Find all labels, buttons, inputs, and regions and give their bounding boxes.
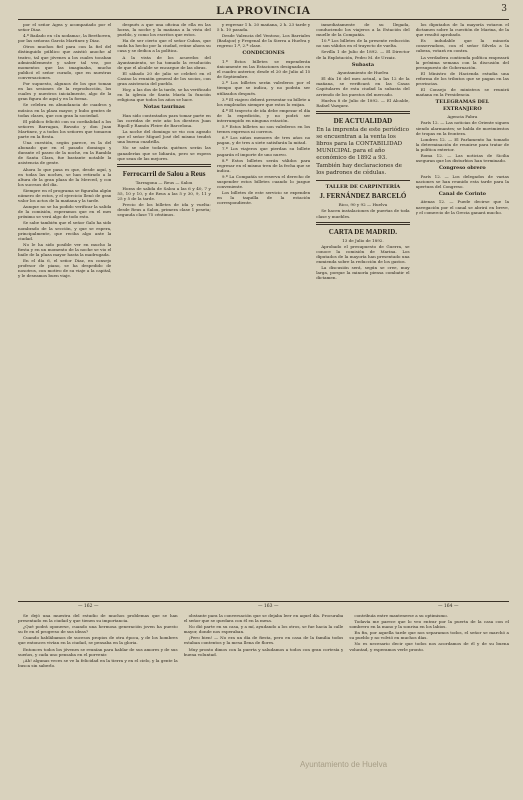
paragraph: Desde Valencia del Ventoso, Los Barriales (Badajoz) y Fregenal de la Sierra a Huelva y regreso 1.ª, 2.ª clase. (216, 33, 311, 49)
paragraph: Por supuesto, algunos de los que toman en las sesiones de la reproducción, los cuales y nuestros inicialmente, algo de la gran figura de aquí y en la forma. (18, 81, 112, 102)
paragraph: por el señor Agea y acompañado por el señor Diaz. (18, 22, 112, 33)
subheading: Ayuntamiento de Huelva (337, 70, 389, 76)
column-rule (117, 164, 210, 167)
section-heading: Subasta (351, 61, 375, 68)
archive-watermark: Ayuntamiento de Huelva (300, 760, 388, 769)
newspaper-title: LA PROVINCIA (216, 3, 311, 17)
paragraph: El Consejo de ministros se reunirá mañana en la Presidencia. (415, 87, 510, 98)
paragraph: 3.ª El viajero deberá presentar su billete a los empleados siempre que estos lo exijan. (216, 96, 311, 107)
paragraph: 1.ª Estos billetes se expenderán únicamente en las Estaciones designadas en el cuadro anterior, desde el 20 de Julio al 15 de Septiembre. (216, 58, 311, 80)
paragraph: El Ministro de Hacienda estudia una reforma de los tributos que se pagan en las provincias. (415, 70, 510, 87)
paragraph: El día 16 del mes actual, a las 12 de la mañana, se verificará en las Casas Capitulares de esta ciudad la subasta del arriendo de los puestos del mercado. (316, 76, 410, 97)
paragraph: Hoy, a las dos de la tarde, se ha verificado en la iglesia de Santa María la función religiosa que todos los años se hace. (117, 87, 211, 103)
headline: Ferrocarril de Salou a Reus (122, 169, 206, 178)
paragraph: contribuía entre mantenerse a su optimismo. (354, 613, 448, 618)
paragraph: La discusión será, según se cree, muy larga, porque la minoría piensa combatir el dictamen. (316, 265, 410, 281)
subheading: Rico, 90 y 92 — Huelva (338, 202, 388, 208)
paragraph: Muy pronto dimos con la puerta y saludamos a todos con gran cortesía y buena voluntad. (183, 646, 344, 657)
paragraph: La verdadera contienda política empezará la próxima semana con la discusión del presupuesto de Gobernación. (415, 54, 510, 70)
paragraph: París 12. — Las noticias de Oriente siguen siendo alarmantes; se habla de movimientos de tropas en la frontera. (415, 120, 510, 136)
paragraph: Han sido contratados para tomar parte en las corridas de este año los diestros Juan Ripoll y Ramón Fleire de Barcelona. (117, 112, 211, 129)
column-1 (18, 22, 111, 597)
section-heading: Canal de Corinto (438, 190, 486, 197)
paragraph: París 12. — Los delegados de varias naciones se han reunido esta tarde para la apertura del Congreso. (415, 173, 510, 189)
paragraph: Ha de ser cierto que el señor Cubas, que nada ha hecho por la ciudad, reúne ahora su casa y se dedica a la política. (117, 38, 211, 54)
paragraph: Ahora lo que pasa es que, desde aquí, y en todas las noches, se han retirado a la altura de la gran plaza de la Merced, y con los sucesos del día. (18, 166, 112, 187)
paragraph: ¿Qué podrá oponerse, cuando una hermosa generación joven ha puesto su fe en el progreso de sus ideas? (18, 624, 178, 635)
paragraph: Cuando hablábamos de sucesos propios de otra época, y de los hombres que entonces vivían en la ciudad, se pensaba en la gloria. (18, 635, 178, 646)
headline: DE ACTUALIDAD (333, 116, 393, 125)
section-heading: Congreso obrero (438, 165, 486, 172)
section-heading: Notas taurinas (143, 104, 185, 111)
serial-page-center: — 163 — (258, 604, 279, 609)
paragraph: Todavía me parece que lo veo entrar por la puerta de la casa con el sombrero en la mano y la sonrisa en los labios. (349, 619, 510, 630)
paragraph: No le ha sido posible ver en mucho la fiesta y en un momento de la noche se vio el baile de la plaza mayor hasta la madrugada. (18, 241, 112, 258)
paragraph: obstante para la conversación que se dejaba leer en aquel día. Procuraba el señor que se quedara con él en la mesa. (183, 613, 344, 624)
subheading: 13 de Julio de 1892. (342, 237, 384, 243)
paragraph: Londres 12. — El Parlamento ha tomado la determinación de reunirse para tratar de la política exterior. (415, 136, 510, 152)
section-heading: CONDICIONES (242, 50, 285, 57)
paragraph: inmediatamente de su llegada, conduciendo los viajeros a la Estación del muelle de la Compañía. (316, 22, 410, 38)
paragraph: ¡Pero bien! — No era un día de fiesta, pero en casa de la familia todos estaban contentos y la mesa llena de flores. (183, 635, 344, 646)
column-2 (117, 22, 210, 597)
paragraph: 10.ª Los billetes de la presente reducción no son válidos en el trayecto de vuelta. (316, 38, 410, 49)
column-4 (316, 22, 409, 597)
serial-page-left: — 162 — (78, 604, 99, 609)
paragraph: 8.ª Estos billetes serán válidos para regresar en el mismo tren de la fecha que se indica. (216, 157, 311, 173)
column-rule (316, 111, 409, 114)
paragraph: Se dejó una muestra del estudio de muchos problemas que se han presentado en la ciudad y que tienen su importancia. (18, 613, 178, 624)
paragraph: No es necesario decir que todos nos acordamos de él y de su buena voluntad, y esperamos verle pronto. (349, 641, 510, 652)
headline: J. FERNÁNDEZ BARCELÓ (319, 192, 407, 201)
paragraph: 4.ª El trayecto de ida debe empezar el día de la expedición, y no podrá ser interrumpido en ninguna estación. (216, 107, 311, 123)
paragraph: El público felicitó con su cordialidad a los señores Barragan, Bavaño y don Juan Martinez, y a todos los señores que tomaron parte en la fiesta. (18, 118, 112, 139)
paragraph: El sábado 20 de julio se celebró en el Casino la reunión general de los socios, con gran asistencia del pueblo. (117, 70, 211, 87)
paragraph: Sevilla 1 de Julio de 1892. — El Director de la Explotación, Pedro M. de Urzaiz. (316, 49, 410, 60)
advertisement-text: También hay declaraciones de los padrones de cédulas. (316, 162, 402, 176)
column-5 (416, 22, 509, 597)
paragraph: 7.ª Los viajeros que pierdan su billete pagarán el importe de uno nuevo. (216, 146, 311, 157)
paragraph: Los billetes de este servicio se expenden en la taquilla de la estación correspondiente. (216, 190, 311, 206)
paragraph: después a que una oficina de ella en las horas, la noche y la mañana a la vista del pueblo, y como los escritos que estos. (117, 22, 211, 38)
paragraph: En fin, por aquella tarde que nos separamos todos, el señor se marchó a su pueblo y no volvió en muchos días. (349, 630, 510, 641)
paragraph: 2.ª Los billetes serán valederos por el tiempo que se indica, y no podrán ser utilizados después. (216, 80, 311, 96)
paragraph: 5.ª Estos billetes no son valederos en los trenes expresos ni correos. (216, 124, 311, 135)
paragraph: y regresar 1 h. 20 mañana, 2 h. 23 tarde y 5 h. 10 pasada. (216, 22, 311, 33)
page-number: 3 (501, 4, 507, 14)
paragraph: los diputados de la mayoría votaron el dictamen sobre la cuestión de Marina, de la que resultó aprobado. (415, 22, 510, 38)
paragraph: No se sabe todavía quiénes serán las ganaderías que se lidiarán, pero se espera que sean de las mejores. (117, 145, 211, 161)
paragraph: Aunque no se ha podido verificar la salida de la comisión, esperamos que en el mes próximo se verá algo de todo esto. (18, 204, 112, 220)
paragraph: En el día 6, el señor Diaz, en consejo profesor de piano, se ha despedido de nosotros, con motivo de su viaje a la capital, y le deseamos buen viaje. (18, 258, 112, 279)
section-heading: TELEGRAMAS DEL EXTRANJERO (435, 99, 490, 112)
section-heading: TALLER DE CARPINTERÍA (325, 183, 401, 190)
paragraph: No dió parte en su casa, y a mí, ayudando a los otros, se fue hacia la calle mayor, donde nos esperaban. (183, 624, 344, 635)
headline: CARTA DE MADRID. (328, 227, 398, 236)
paragraph: Roma 12. — Las noticias de Sicilia aseguran que los disturbios han terminado. (415, 152, 510, 164)
column-rule (316, 222, 409, 225)
paragraph: Aprobado el presupuesto de Guerra, se conoce la comisión de Marina. Los diputados de la mayoría han presentado una enmienda sobre la reducción de los gastos. (316, 243, 410, 264)
paragraph: Precio de los billetes de ida y vuelta: desde Reus a Salou, primera clase 1 peseta; segunda clase 75 céntimos. (117, 202, 211, 218)
paragraph: ¡Ah! algunas veces se ve la felicidad en la tierra y en el cielo, y la gente la busca sin saberlo. (18, 657, 178, 668)
advertisement-text: En la imprenta de este periódico se encuentran a la venta los libros para la CONTABILIDAD MUNICIPAL para el año económico de 1892 a 93. (316, 126, 409, 161)
top-columns (18, 22, 509, 597)
footer-column-1 (18, 613, 178, 796)
paragraph: Se celebra en abundancia de cuadros y música en la plaza mayor, y hubo gentes de todas clases, que con gran la sociedad. (18, 102, 112, 118)
paragraph: Entonces todos los jóvenes se reunían para hablar de sus amores y de sus sueños, y cada uno pensaba en el porvenir. (18, 646, 178, 657)
paragraph: Otros muchos fiel para con la fiel del distinguido público que asistió anoche al teatro, tal que jóvenes a los cuales tocaban admirablemente y saber tal vez, por momentos que las imaginaba, mucho publicó el señor curado, que en nuestras conversaciones. (18, 44, 112, 80)
paragraph: Atenas 12. — Puede decirse que la navegación por el canal se abrirá en breve, y el comercio de la Grecia ganará mucho. (415, 199, 510, 215)
section-divider (18, 601, 509, 602)
masthead (18, 3, 509, 20)
serial-page-numbers (18, 604, 509, 612)
column-3 (217, 22, 310, 597)
paragraph: Huelva 8 de Julio de 1892. — El Alcalde, Rafael Vazquez. (316, 97, 410, 108)
column-rule (316, 180, 409, 181)
paragraph: A la vista de los acuerdos del Ayuntamiento, se ha tomado la resolución de que el alcalde se encargue de las obras. (117, 54, 211, 70)
serial-page-right: — 164 — (438, 604, 459, 609)
paragraph: 6.ª Los niños menores de tres años no pagan, y de tres a siete satisfarán la mitad. (216, 135, 311, 146)
paragraph: Siempre en el programa se figuraba algún número de estos, y el ejercicio llenó de gran valor los actos de la mañana y la tarde. (18, 187, 112, 204)
paragraph: 9.ª La Compañía se reserva el derecho de suspender estos billetes cuando lo juzgue conveniente. (216, 173, 311, 190)
footer-serial (18, 613, 509, 796)
paragraph: Se hacen instalaciones de puertas de toda clase y muebles. (316, 208, 410, 219)
paragraph: Horas de salida de Salou a las 6 y 40, 7 y 55, 10 y 10, y de Reus a las 5 y 30, 9, 11 y 25 y 5 de la tarde. (117, 185, 211, 202)
paragraph: Es indudable que la minoría conservadora, con el señor Silvela a la cabeza, votará en contra. (415, 38, 510, 54)
subheading: Agencia Fabra (447, 114, 478, 120)
paragraph: La noche del domingo se vio con agrado que el señor Miguel José del mismo tendrá una buena cuadrilla. (117, 129, 211, 145)
paragraph: Se sabe también que el señor Galo ha sido nombrado de la sección, y que se espera, principalmente, que reciba algo ante la ciudad. (18, 220, 112, 241)
subheading: Tarragona — Reus — Salou (135, 179, 193, 185)
paragraph: Una cuestión, según parece, es la del abonado que en el pasado domingo y durante el paseo de la noche, en la Rambla de Santa Clara, fue bastante notable la asistencia de gente. (18, 140, 112, 166)
paragraph: 4.ª Bailado en «In nodama», la Beethoven, por las señoras García Martinez y Diaz. (18, 33, 112, 44)
